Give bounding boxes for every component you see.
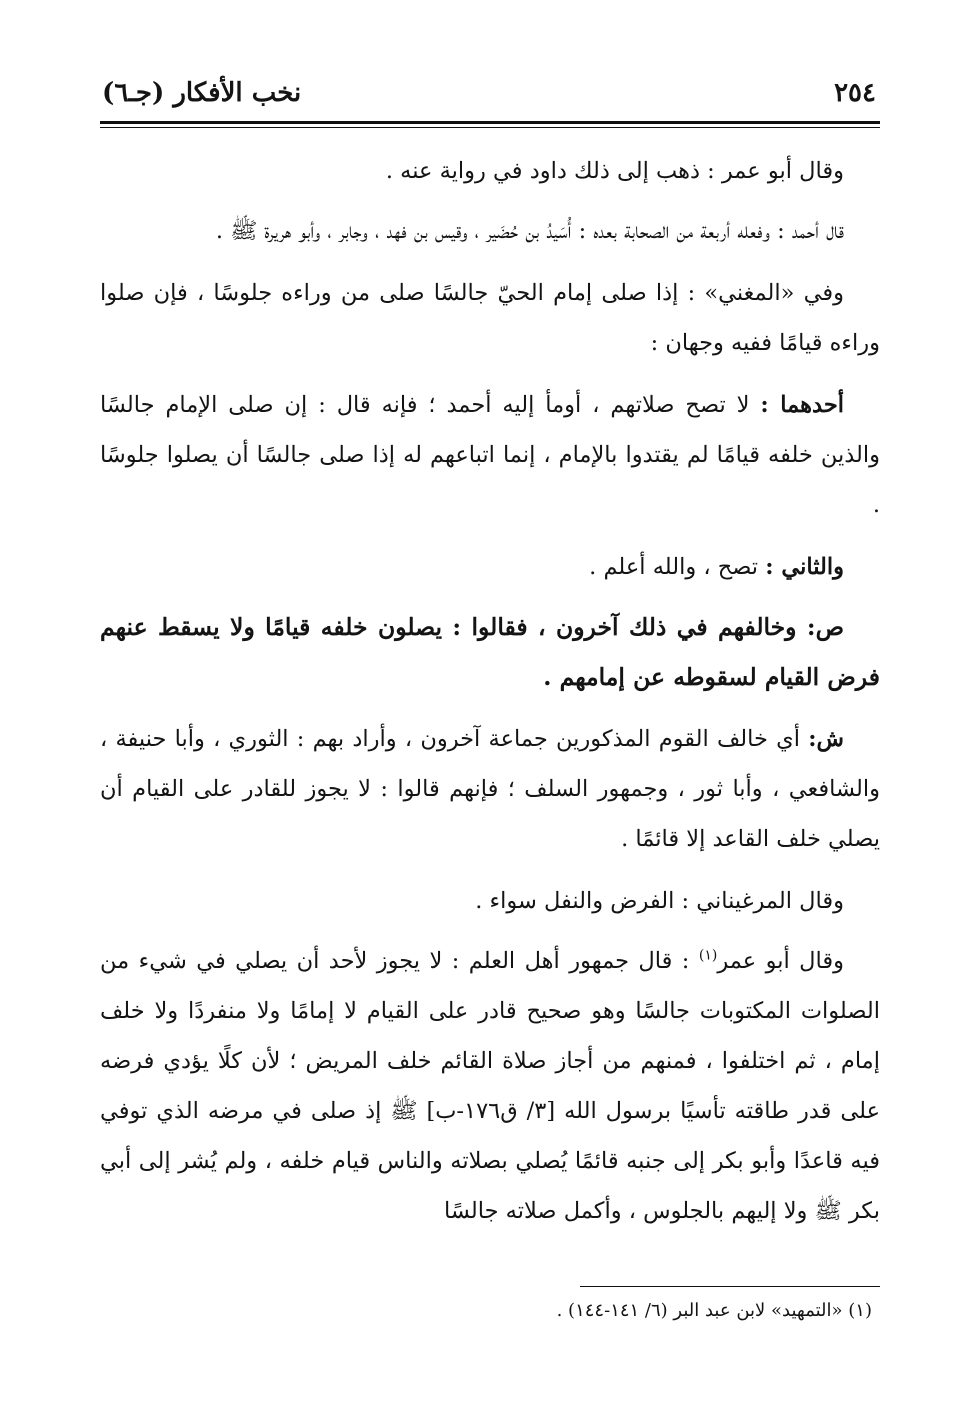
paragraph-text: وقال أبو عمر : ذهب إلى ذلك داود في رواية عنه . bbox=[385, 158, 844, 184]
paragraph-text: وقال المرغيناني : الفرض والنفل سواء . bbox=[475, 888, 844, 914]
paragraph-text: : قال جمهور أهل العلم : لا يجوز لأحد أن يصلي في شيء من الصلوات المكتوبات جالسًا وهو صحيح قادر على القيام لا إمامًا ولا منفردًا ولا خلف إمام ، ثم اختلفوا ، فمنهم من أجاز صلاة القائم خلف المريض ؛ لأن كلًا يؤدي فرضه على قدر طاقته تأسيًا برسول الله [٣/ ق١٧٦-ب] ﷺ إذ صلى في مرضه الذي توفي فيه قاعدًا وأبو بكر إلى جنبه قائمًا يُصلي بصلاته والناس قيام خلفه ، ولم يُشر إلى أبي بكر ﷺ ولا إليهم بالجلوس ، وأكمل صلاته جالسًا bbox=[100, 948, 880, 1224]
page-number: ٢٥٤ bbox=[834, 78, 876, 108]
footnote: (١) «التمهيد» لابن عبد البر (٦/ ١٤١-١٤٤) . bbox=[556, 1300, 872, 1321]
matn-paragraph bbox=[100, 602, 880, 702]
paragraph-text: وفي «المغني» : إذا صلى إمام الحيّ جالسًا صلى من وراءه جلوسًا ، فإن صلوا وراءه قيامًا ففيه وجهان : bbox=[100, 280, 880, 356]
paragraph-text: تصح ، والله أعلم . bbox=[589, 554, 766, 580]
header-rule-thin bbox=[100, 127, 880, 128]
paragraph bbox=[100, 380, 880, 530]
paragraph bbox=[100, 542, 880, 592]
paragraph-text: لا تصح صلاتهم ، أومأ إليه أحمد ؛ فإنه قال : إن صلى الإمام جالسًا والذين خلفه قيامًا لم يقتدوا بالإمام ، إنما اتباعهم له إذا صلى جالسًا أن يصلوا جلوسًا . bbox=[100, 392, 880, 518]
header-rule-thick bbox=[100, 121, 880, 124]
footnote-rule bbox=[580, 1286, 880, 1287]
paragraph bbox=[100, 146, 880, 196]
paragraph-text: وخالفهم في ذلك آخرون ، فقالوا : يصلون خلفه قيامًا ولا يسقط عنهم فرض القيام لسقوطه عن إمامهم . bbox=[100, 613, 880, 691]
paragraph bbox=[100, 206, 880, 256]
running-title: نخب الأفكار (جـ٦) bbox=[102, 78, 302, 108]
paragraph bbox=[100, 876, 880, 926]
paragraph-lead: ص: bbox=[806, 613, 844, 641]
paragraph bbox=[100, 268, 880, 368]
page-header bbox=[100, 78, 880, 122]
paragraph-lead: أحدهما : bbox=[760, 392, 845, 418]
paragraph-lead: ش: bbox=[808, 726, 844, 752]
paragraph-text: قال أحمد : وفعله أربعة من الصحابة بعده : أُسَيدُ بن حُضَير ، وقيس بن فهد ، وجابر ، وأبو هريرة ﷺ . bbox=[215, 218, 844, 244]
paragraph-text: أي خالف القوم المذكورين جماعة آخرون ، وأراد بهم : الثوري ، وأبا حنيفة ، والشافعي ، وأبا ثور ، وجمهور السلف ؛ فإنهم قالوا : لا يجوز للقادر على القيام أن يصلي خلف القاعد إلا قائمًا . bbox=[100, 726, 880, 852]
footnote-marker: (١) bbox=[698, 947, 718, 964]
main-text bbox=[100, 146, 880, 1248]
paragraph bbox=[100, 936, 880, 1236]
paragraph-lead: والثاني : bbox=[765, 554, 844, 580]
paragraph-text: وقال أبو عمر bbox=[717, 948, 844, 974]
sharh-paragraph bbox=[100, 714, 880, 864]
